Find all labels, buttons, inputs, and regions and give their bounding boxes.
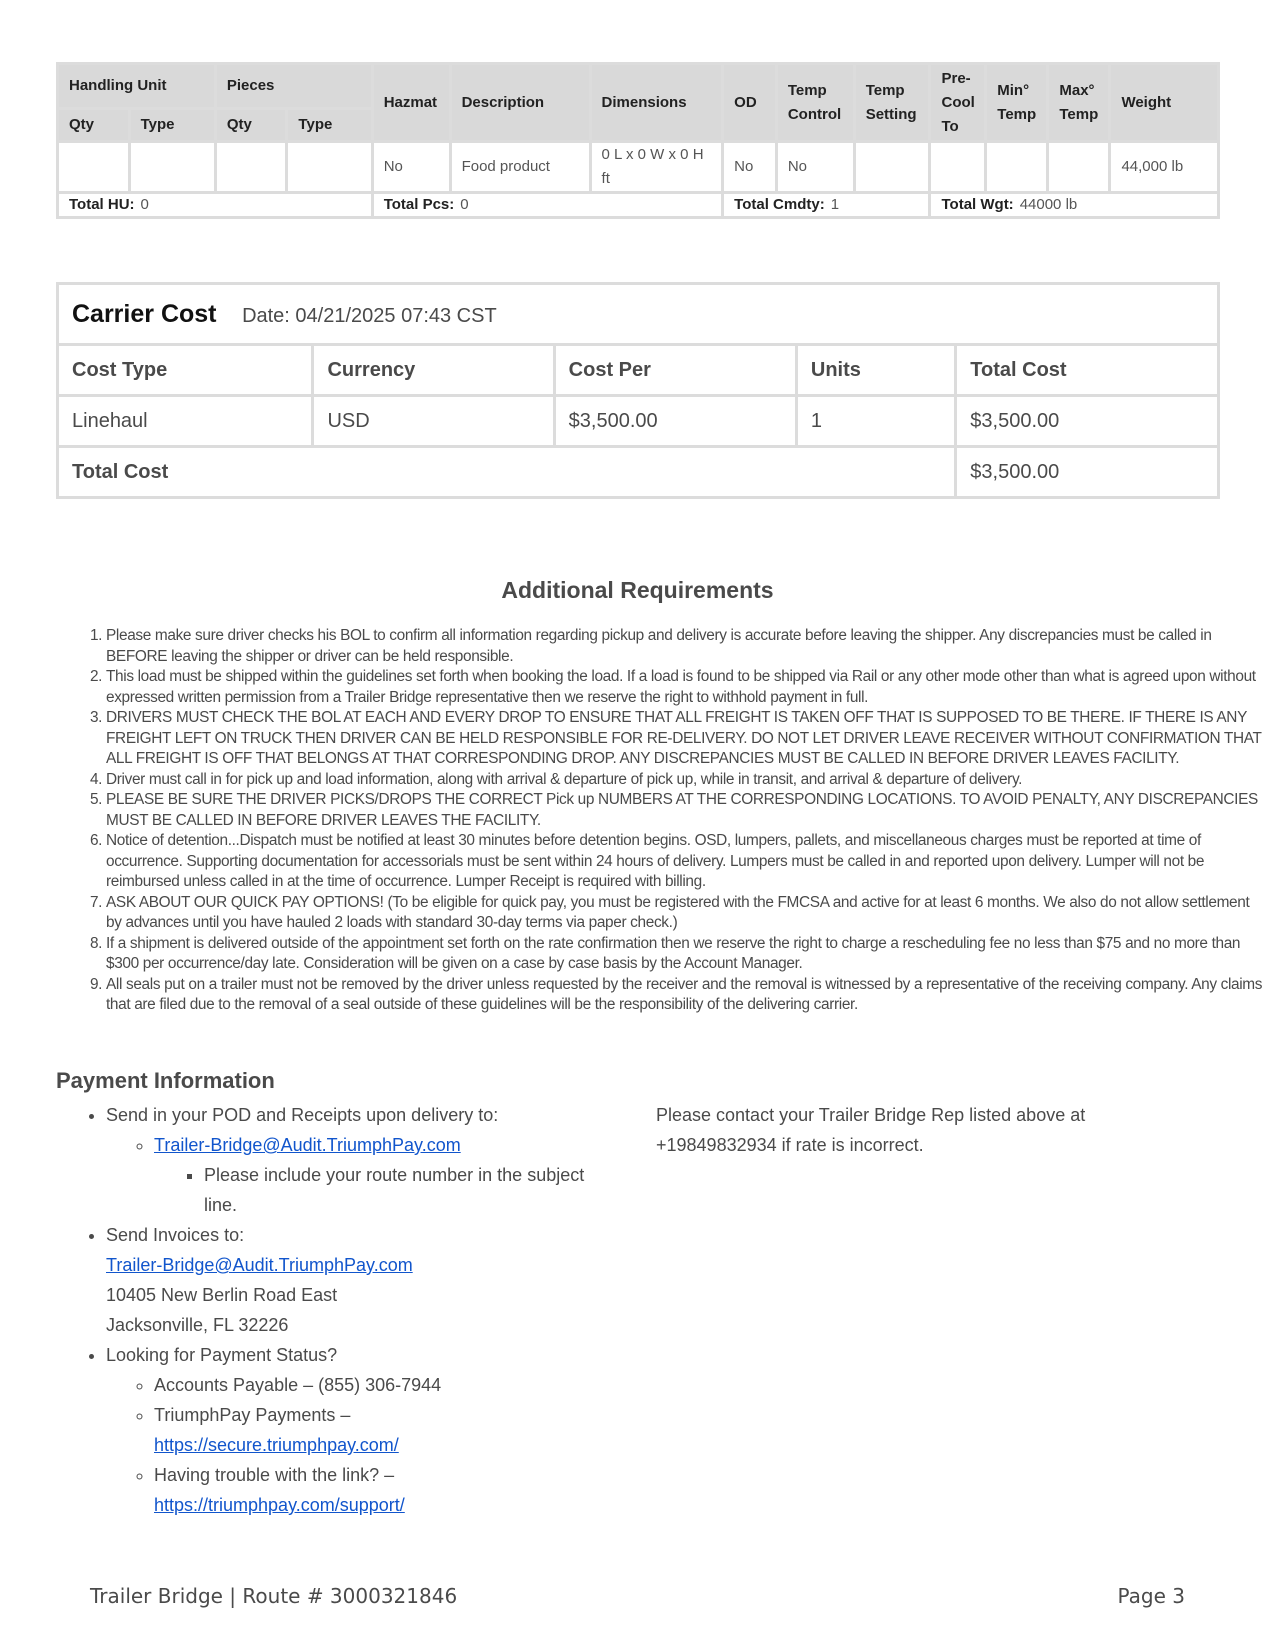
requirement-item: 3. DRIVERS MUST CHECK THE BOL AT EACH AND EVERY DROP TO ENSURE THAT ALL FREIGHT IS TAKEN OFF THAT IS SUPPOSED TO BE THERE. IF THERE IS ANY FREIGHT LEFT ON TRUCK THEN DRIVER CAN BE HELD RESPONSIBLE FOR RE-DELIVERY. DO NOT LET DRIVER LEAVE RECEIVER WITHOUT CONFIRMATION THAT ALL FREIGHT IS OFF THAT BELONGS AT THAT CORRESPONDING DROP. ANY DISCREPANCIES MUST BE CALLED IN BEFORE DRIVER LEAVES FACILITY. — [106, 708, 1266, 770]
triumphpay-link[interactable]: https://secure.triumphpay.com/ — [154, 1435, 399, 1455]
payment-status-item — [106, 1340, 616, 1520]
header-hu-type: Type — [129, 109, 215, 142]
support-link[interactable]: https://triumphpay.com/support/ — [154, 1495, 405, 1515]
total-hu — [58, 193, 373, 218]
cell-min-temp — [986, 142, 1048, 193]
cost-total-row — [58, 447, 1219, 498]
invoice-item — [106, 1220, 616, 1340]
cell-pcs-type — [287, 142, 372, 193]
cost-row — [58, 396, 1219, 447]
total-wgt-value: 44000 lb — [1019, 196, 1078, 213]
cell-temp-setting — [854, 142, 930, 193]
total-cmdty-value: 1 — [830, 196, 840, 213]
payment-list — [56, 1100, 616, 1520]
address-line-1: 10405 New Berlin Road East — [106, 1285, 338, 1305]
cell-description: Food product — [450, 142, 590, 193]
support-text: Having trouble with the link? – — [154, 1465, 395, 1485]
pod-email-item — [154, 1130, 616, 1220]
invoice-email-link[interactable]: Trailer-Bridge@Audit.TriumphPay.com — [106, 1255, 413, 1275]
cell-hazmat: No — [372, 142, 450, 193]
pod-note: ▪ Please include your route number in the subject line. — [204, 1160, 616, 1220]
header-temp-setting: Temp Setting — [854, 64, 930, 142]
requirement-item: 4. Driver must call in for pick up and load information, along with arrival & departure of pick up, while in transit, and arrival & departure of delivery. — [106, 770, 1266, 791]
rate-contact-note: Please contact your Trailer Bridge Rep listed above at +19849832934 if rate is incorrect. — [656, 1105, 1086, 1155]
cell-hu-qty — [58, 142, 130, 193]
total-pcs-value: 0 — [460, 196, 469, 213]
cost-total-value: $3,500.00 — [956, 447, 1219, 498]
invoice-text: Send Invoices to: — [106, 1225, 245, 1245]
requirement-item: 5. PLEASE BE SURE THE DRIVER PICKS/DROPS THE CORRECT Pick up NUMBERS AT THE CORRESPONDING LOCATIONS. TO AVOID PENALTY, ANY DISCREPANCIES MUST BE CALLED IN BEFORE DRIVER LEAVES THE FACILITY. — [106, 790, 1266, 831]
requirement-item: 2. This load must be shipped within the guidelines set forth when booking the load. If a load is found to be shipped via Rail or any other mode other than what is agreed upon without expressed written permission from a Trailer Bridge representative then we reserve the right to withhold payment in full. — [106, 667, 1266, 708]
triumphpay-item — [154, 1400, 616, 1460]
total-pcs — [372, 193, 722, 218]
cell-dimensions: 0 L x 0 W x 0 H ft — [590, 142, 723, 193]
cost-total-label: Total Cost — [58, 447, 956, 498]
header-pcs-qty: Qty — [215, 109, 287, 142]
header-description: Description — [450, 64, 590, 142]
header-hazmat: Hazmat — [372, 64, 450, 142]
footer-page-number: Page 3 — [1117, 1584, 1185, 1608]
pod-email-link[interactable]: Trailer-Bridge@Audit.TriumphPay.com — [154, 1135, 461, 1155]
cell-temp-control: No — [776, 142, 854, 193]
header-dimensions: Dimensions — [590, 64, 723, 142]
header-weight: Weight — [1110, 64, 1219, 142]
header-od: OD — [723, 64, 777, 142]
header-total-cost: Total Cost — [956, 345, 1219, 396]
triumphpay-text: TriumphPay Payments – — [154, 1405, 351, 1425]
carrier-cost-title-cell — [58, 284, 1219, 345]
header-temp-control: Temp Control — [776, 64, 854, 142]
requirement-item: 9. All seals put on a trailer must not be removed by the driver unless requested by the receiver and the removal is witnessed by a representative of the receiving company. Any claims that are filed due to the removal of a seal outside of these guidelines will be the responsibility of the delivering carrier. — [106, 975, 1266, 1016]
freight-table — [56, 62, 1220, 219]
total-wgt-label: Total Wgt: — [941, 196, 1014, 213]
accounts-payable: ◦ Accounts Payable – (855) 306-7944 — [154, 1370, 616, 1400]
total-pcs-label: Total Pcs: — [383, 196, 455, 213]
requirement-item: 8. If a shipment is delivered outside of the appointment set forth on the rate confirmation then we reserve the right to charge a rescheduling fee no less than $75 and no more than $300 per occurrence/day late. Consideration will be given on a case by case basis by the Account Manager. — [106, 934, 1266, 975]
cell-cost-type: Linehaul — [58, 396, 313, 447]
header-pieces: Pieces — [215, 64, 372, 109]
cell-max-temp — [1048, 142, 1110, 193]
total-cmdty-label: Total Cmdty: — [734, 196, 825, 213]
payment-instructions — [56, 1100, 616, 1520]
header-hu-qty: Qty — [58, 109, 130, 142]
total-hu-label: Total HU: — [69, 196, 135, 213]
pod-item — [106, 1100, 616, 1220]
support-item — [154, 1460, 616, 1520]
cell-weight: 44,000 lb — [1110, 142, 1219, 193]
cell-total-cost: $3,500.00 — [956, 396, 1219, 447]
requirements-title: Additional Requirements — [501, 577, 774, 603]
payment-status-text: Looking for Payment Status? — [106, 1345, 338, 1365]
header-max-temp: Max° Temp — [1048, 64, 1110, 142]
carrier-cost-title: Carrier Cost — [72, 299, 217, 328]
cell-cost-per: $3,500.00 — [554, 396, 796, 447]
footer-route: Trailer Bridge | Route # 3000321846 — [90, 1584, 458, 1608]
header-cost-type: Cost Type — [58, 345, 313, 396]
header-pcs-type: Type — [287, 109, 372, 142]
payment-title: Payment Information — [56, 1068, 275, 1093]
cell-units: 1 — [796, 396, 955, 447]
freight-row — [58, 142, 1219, 193]
header-pre-cool-to: Pre-Cool To — [930, 64, 986, 142]
header-handling-unit: Handling Unit — [58, 64, 216, 109]
header-cost-per: Cost Per — [554, 345, 796, 396]
total-cmdty — [723, 193, 930, 218]
carrier-cost-date: Date: 04/21/2025 07:43 CST — [242, 304, 497, 327]
cell-od: No — [723, 142, 777, 193]
requirement-item: 6. Notice of detention...Dispatch must be notified at least 30 minutes before detention begins. OSD, lumpers, pallets, and miscellaneous charges must be reported at time of occurrence. Supporting documentation for accessorials must be sent within 24 hours of delivery. Lumpers must be called in and reported upon delivery. Lumper will not be reimbursed unless called in at the time of occurrence. Lumper Receipt is required with billing. — [106, 831, 1266, 893]
total-hu-value: 0 — [140, 196, 149, 213]
total-wgt — [930, 193, 1219, 218]
requirements-list — [56, 626, 1266, 1016]
header-units: Units — [796, 345, 955, 396]
freight-totals-row — [58, 193, 1219, 218]
cell-hu-type — [129, 142, 215, 193]
requirement-item: 7. ASK ABOUT OUR QUICK PAY OPTIONS! (To be eligible for quick pay, you must be registered with the FMCSA and active for at least 6 months. We also do not allow settlement by advances until you have hauled 2 loads with standard 30-day terms via paper check.) — [106, 893, 1266, 934]
cell-currency: USD — [313, 396, 554, 447]
carrier-cost-table — [56, 282, 1220, 499]
cell-pre-cool-to — [930, 142, 986, 193]
pod-text: Send in your POD and Receipts upon delivery to: — [106, 1105, 499, 1125]
address-line-2: Jacksonville, FL 32226 — [106, 1315, 289, 1335]
header-currency: Currency — [313, 345, 554, 396]
header-min-temp: Min° Temp — [986, 64, 1048, 142]
requirement-item: 1. Please make sure driver checks his BOL to confirm all information regarding pickup and delivery is accurate before leaving the shipper. Any discrepancies must be called in BEFORE leaving the shipper or driver can be held responsible. — [106, 626, 1266, 667]
cell-pcs-qty — [215, 142, 287, 193]
